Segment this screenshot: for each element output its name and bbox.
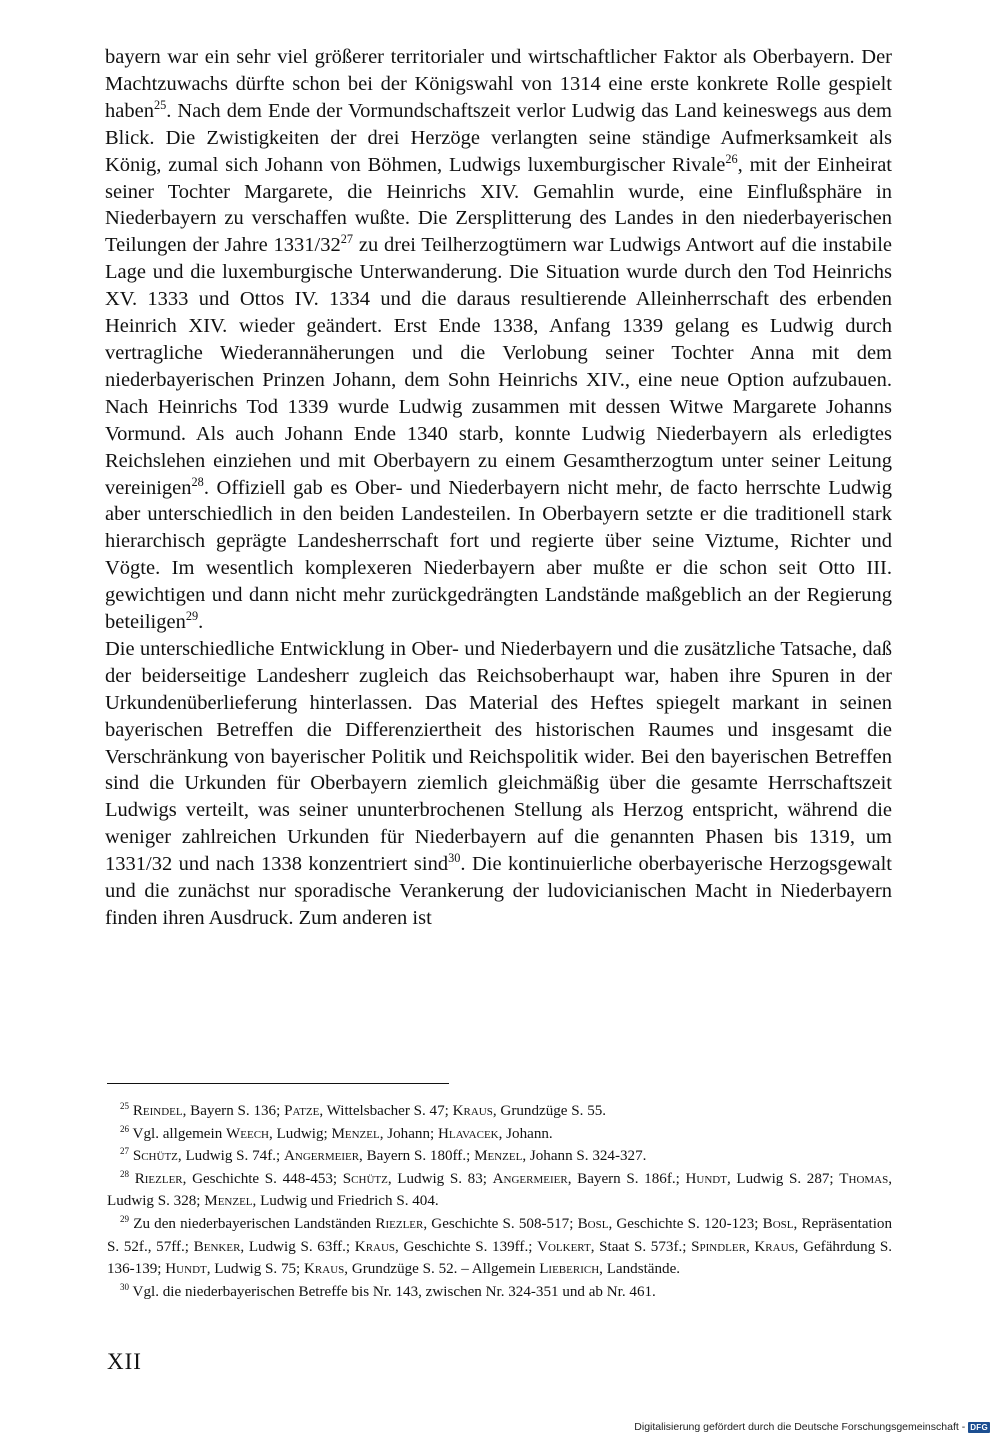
text-run: bayern war ein sehr viel größerer territorialer und wirtschaftlicher Faktor als Oberbayern. Der Machtzuwachs dürfte schon bei der Königswahl von 1314 eine erste konkrete Rolle gespielt haben <box>105 46 892 122</box>
footnote-27: $^{27}$ Schütz, Ludwig S. 74f.; Angermeier, Bayern S. 180ff.; Menzel, Johann S. 324-327. <box>120 1146 647 1165</box>
footnote-ref-28[interactable]: 28 <box>191 474 204 489</box>
footnote-30: $^{30}$ Vgl. die niederbayerischen Betreffe bis Nr. 143, zwischen Nr. 324-351 und ab Nr. 461. <box>120 1281 656 1300</box>
main-text <box>105 44 892 932</box>
paragraph-1 <box>105 44 892 636</box>
footnote-ref-26[interactable]: 26 <box>725 151 738 166</box>
footnote-ref-29[interactable]: 29 <box>185 609 199 624</box>
footnote-separator <box>107 1083 449 1084</box>
text-run: Die unterschiedliche Entwicklung in Ober- und Niederbayern und die zusätzliche Tatsache, daß der beiderseitige Landesherr zugleich das Reichsoberhaupt war, haben ihre Spuren in der Urkundenüberlieferung hinterlassen. Das Material des Heftes spiegelt markant in seinen bayerischen Betreffen die Differenziertheit des historischen Raumes und insgesamt die Verschränkung von bayerischer Politik und Reichspolitik wider. Bei den bayerischen Betreffen sind die Urkunden für Oberbayern ziemlich gleichmäßig über die gesamte Herrschaftszeit Ludwigs verteilt, was seiner ununterbrochenen Stellung als Herzog entspricht, während die weniger zahlreichen Urkunden für Niederbayern auf die genannten Phasen bis 1319, um 1331/32 und nach 1338 konzentriert sind <box>105 637 892 876</box>
dfg-logo-icon: DFG <box>970 1422 988 1432</box>
footnote-29: $^{29}$ Zu den niederbayerischen Landständen Riezler, Geschichte S. 508-517; Bosl, Geschichte S. 120-123; Bosl, Repräsentation S. 52f., 57ff.; Benker, Ludwig S. 63ff.; Kraus, Geschichte S. 139ff.; Volkert, Staat S. 573f.; Spindler, Kraus, Gefährdung S. 136-139; Hundt, Ludwig S. 75; Kraus, Grundzüge S. 52. – Allgemein Lieberich, Landstände. <box>107 1213 892 1278</box>
footnote-28: $^{28}$ Riezler, Geschichte S. 448-453; Schütz, Ludwig S. 83; Angermeier, Bayern S. 186f.; Hundt, Ludwig S. 287; Thomas, Ludwig S. 328; Menzel, Ludwig und Friedrich S. 404. <box>107 1168 893 1210</box>
text-run: , mit der Einheirat seiner Tochter Margarete, die Heinrichs XIV. Gemahlin wurde, eine Einflußsphäre in Niederbayern zu verschaffen wußte. Die Zersplitterung des Landes in den niederbayerischen Teilungen der Jahre 1331/32 <box>105 153 892 257</box>
digitization-credit <box>634 1421 990 1433</box>
paragraph-2 <box>105 636 892 932</box>
text-run: . <box>198 611 204 634</box>
footnotes <box>107 1100 892 1303</box>
footnote-ref-27[interactable]: 27 <box>340 232 354 247</box>
page-number: XII <box>107 1349 142 1374</box>
footnote-ref-25[interactable]: 25 <box>153 97 167 112</box>
text-run: . Offiziell gab es Ober- und Niederbayern nicht mehr, de facto herrschte Ludwig aber unterschiedlich in den beiden Landesteilen. In Oberbayern setzte er die traditionell stark hierarchisch geprägte Landesherrschaft fort und regierte über seine Viztume, Richter und Vögte. Im wesentlich komplexeren Niederbayern aber mußte er die schon seit Otto III. gewichtigen und dann nicht mehr zurückgedrängten Landstände maßgeblich an der Regierung beteiligen <box>105 476 892 634</box>
footnote-ref-30[interactable]: 30 <box>448 851 461 866</box>
footnote-26: $^{26}$ Vgl. allgemein Weech, Ludwig; Menzel, Johann; Hlavacek, Johann. <box>120 1123 553 1142</box>
text-run: zu drei Teilherzogtümern war Ludwigs Antwort auf die instabile Lage und die luxemburgische Unterwanderung. Die Situation wurde durch den Tod Heinrichs XV. 1333 und Ottos IV. 1334 und die daraus resultierende Alleinherrschaft des erbenden Heinrich XIV. wieder geändert. Erst Ende 1338, Anfang 1339 gelang es Ludwig durch vertragliche Wiederannäherungen und die Verlobung seiner Tochter Anna mit dem niederbayerischen Prinzen Johann, dem Sohn Heinrichs XIV., eine neue Option aufzubauen. Nach Heinrichs Tod 1339 wurde Ludwig zusammen mit dessen Witwe Margarete Johanns Vormund. Als auch Johann Ende 1340 starb, konnte Ludwig Niederbayern als erledigtes Reichslehen einziehen und mit Oberbayern zu einem Gesamtherzogtum unter seiner Leitung vereinigen <box>105 234 892 499</box>
footnote-25: $^{25}$ Reindel, Bayern S. 136; Patze, Wittelsbacher S. 47; Kraus, Grundzüge S. 55. <box>120 1100 607 1119</box>
credit-text: Digitalisierung gefördert durch die Deutsche Forschungsgemeinschaft - <box>634 1421 966 1433</box>
text-run: . Nach dem Ende der Vormundschaftszeit verlor Ludwig das Land keineswegs aus dem Blick. Die Zwistigkeiten der drei Herzöge verlangten seine ständige Aufmerksamkeit als König, zumal sich Johann von Böhmen, Ludwigs luxemburgischer Rivale <box>105 99 892 176</box>
text-run: . Die kontinuierliche oberbayerische Herzogsgewalt und die zunächst nur sporadische Verankerung der ludovicianischen Macht in Niederbayern finden ihren Ausdruck. Zum anderen ist <box>105 853 892 929</box>
